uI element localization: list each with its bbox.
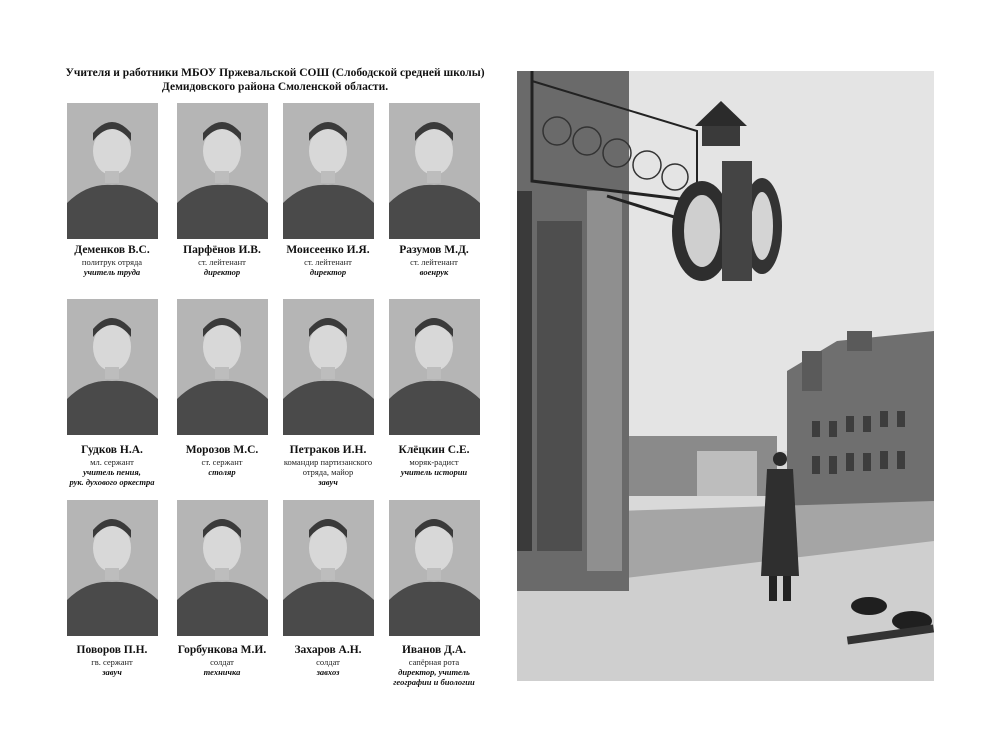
person-job: военрук: [419, 267, 449, 277]
portrait-photo: [67, 500, 158, 636]
person-rank: сапёрная рота: [408, 657, 460, 667]
person-job: завхоз: [316, 667, 340, 677]
person-name: Поворов П.Н.: [76, 644, 148, 656]
person-rank: ст. лейтенант: [198, 257, 246, 267]
person-name: Моисеенко И.Я.: [286, 244, 370, 256]
person-job: директор: [309, 267, 347, 277]
person-name: Деменков В.С.: [74, 244, 150, 256]
portrait-photo: [177, 103, 268, 239]
person-name: Иванов Д.А.: [401, 644, 467, 656]
person-job: столяр: [208, 467, 236, 477]
person-rank: ст. лейтенант: [304, 257, 352, 267]
page-heading: [40, 66, 510, 94]
portrait-photo: [283, 299, 374, 435]
heading-line-1: Учителя и работники МБОУ Пржевальской СОШ (Слободской средней школы): [65, 67, 485, 79]
person-job: учитель пения,: [83, 467, 141, 477]
portrait-photo: [389, 299, 480, 435]
portrait-photo: [283, 103, 374, 239]
person-rank: солдат: [316, 657, 340, 667]
heading-line-2: Демидовского района Смоленской области.: [161, 81, 389, 93]
person-name: Захаров А.Н.: [294, 644, 362, 656]
person-job: завуч: [102, 667, 122, 677]
portrait-photo: [177, 299, 268, 435]
person-name: Разумов М.Д.: [399, 244, 469, 256]
portrait-photo: [389, 103, 480, 239]
portrait-photo: [283, 500, 374, 636]
person-name: Горбункова М.И.: [177, 644, 267, 656]
person-job: техничка: [203, 667, 241, 677]
portrait-photo: [177, 500, 268, 636]
person-name: Клёцкин С.Е.: [398, 444, 470, 456]
portrait-photo: [67, 103, 158, 239]
person-job: учитель истории: [400, 467, 468, 477]
person-rank: солдат: [210, 657, 234, 667]
portrait-photo: [67, 299, 158, 435]
person-rank: отряда, майор: [302, 467, 354, 477]
person-rank: командир партизанского: [283, 457, 373, 467]
person-rank: политрук отряда: [81, 257, 143, 267]
person-job: завуч: [318, 477, 338, 487]
portrait-photo: [389, 500, 480, 636]
person-name: Гудков Н.А.: [81, 444, 143, 456]
person-rank: ст. лейтенант: [410, 257, 458, 267]
person-rank: ст. сержант: [201, 457, 243, 467]
person-rank: мл. сержант: [90, 457, 134, 467]
person-rank: моряк-радист: [409, 457, 459, 467]
wartime-street-photo: [517, 71, 934, 681]
person-job: географии и биологии: [393, 677, 475, 687]
person-job: директор: [203, 267, 241, 277]
person-name: Петраков И.Н.: [289, 444, 367, 456]
person-job: учитель труда: [83, 267, 141, 277]
person-name: Парфёнов И.В.: [183, 244, 261, 256]
person-name: Морозов М.С.: [185, 444, 259, 456]
person-job: рук. духового оркестра: [69, 477, 155, 487]
person-job: директор, учитель: [398, 667, 470, 677]
street-photo: [517, 71, 934, 681]
person-rank: гв. сержант: [91, 657, 133, 667]
